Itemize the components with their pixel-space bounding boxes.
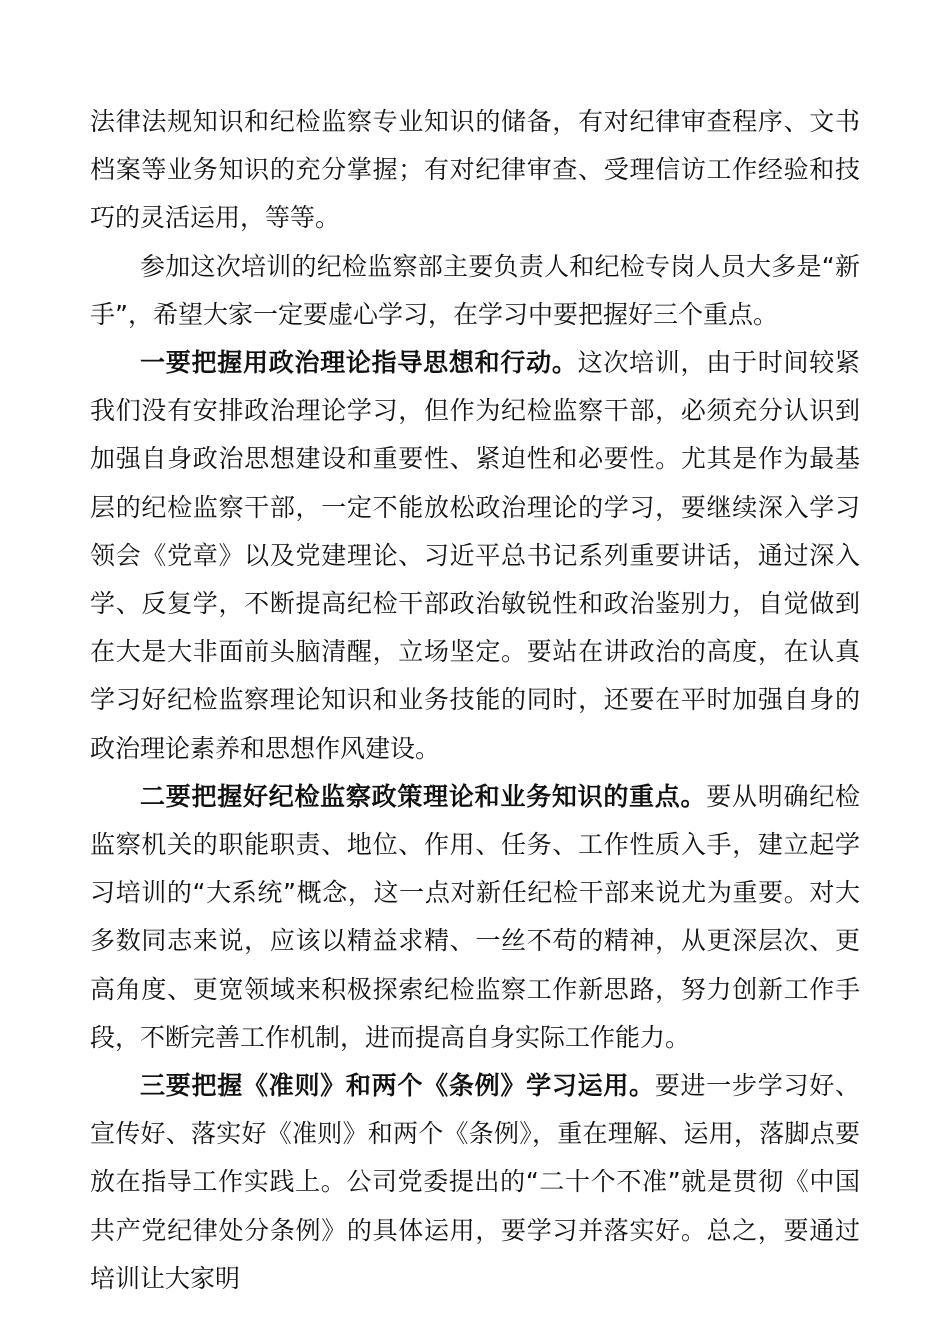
paragraph-lead-heading: 一要把握用政治理论指导思想和行动。 bbox=[140, 348, 578, 378]
paragraph-lead-heading: 二要把握好纪检监察政策理论和业务知识的重点。 bbox=[140, 781, 707, 811]
paragraph-point-one bbox=[90, 339, 860, 773]
paragraph-text: 要从明确纪检监察机关的职能职责、地位、作用、任务、工作性质入手，建立起学习培训的“大系统”概念，这一点对新任纪检干部来说尤为重要。对大多数同志来说，应该以精益求精、一丝不苟的精神，从更深层次、更高角度、更宽领域来积极探索纪检监察工作新思路，努力创新工作手段，不断完善工作机制，进而提高自身实际工作能力。 bbox=[90, 781, 860, 1052]
paragraph-continuation bbox=[90, 98, 860, 243]
paragraph-text: 这次培训，由于时间较紧我们没有安排政治理论学习，但作为纪检监察干部，必须充分认识到加强自身政治思想建设和重要性、紧迫性和必要性。尤其是作为最基层的纪检监察干部，一定不能放松政治理论的学习，要继续深入学习领会《党章》以及党建理论、习近平总书记系列重要讲话，通过深入学、反复学，不断提高纪检干部政治敏锐性和政治鉴别力，自觉做到在大是大非面前头脑清醒，立场坚定。要站在讲政治的高度，在认真学习好纪检监察理论知识和业务技能的同时，还要在平时加强自身的政治理论素养和思想作风建设。 bbox=[90, 348, 860, 763]
paragraph-point-two bbox=[90, 773, 860, 1062]
paragraph-text: 要进一步学习好、宣传好、落实好《准则》和两个《条例》，重在理解、运用，落脚点要放在指导工作实践上。公司党委提出的“二十个不准”就是贯彻《中国共产党纪律处分条例》的具体运用，要学习并落实好。总之，要通过培训让大家明 bbox=[90, 1071, 860, 1293]
paragraph-text: 法律法规知识和纪检监察专业知识的储备，有对纪律审查程序、文书档案等业务知识的充分掌握；有对纪律审查、受理信访工作经验和技巧的灵活运用，等等。 bbox=[90, 107, 860, 233]
paragraph-text: 参加这次培训的纪检监察部主要负责人和纪检专岗人员大多是“新手”，希望大家一定要虚心学习，在学习中要把握好三个重点。 bbox=[90, 251, 860, 329]
paragraph-intro bbox=[90, 243, 860, 339]
paragraph-point-three bbox=[90, 1062, 860, 1303]
document-body bbox=[90, 98, 860, 1303]
paragraph-lead-heading: 三要把握《准则》和两个《条例》学习运用。 bbox=[140, 1071, 655, 1101]
